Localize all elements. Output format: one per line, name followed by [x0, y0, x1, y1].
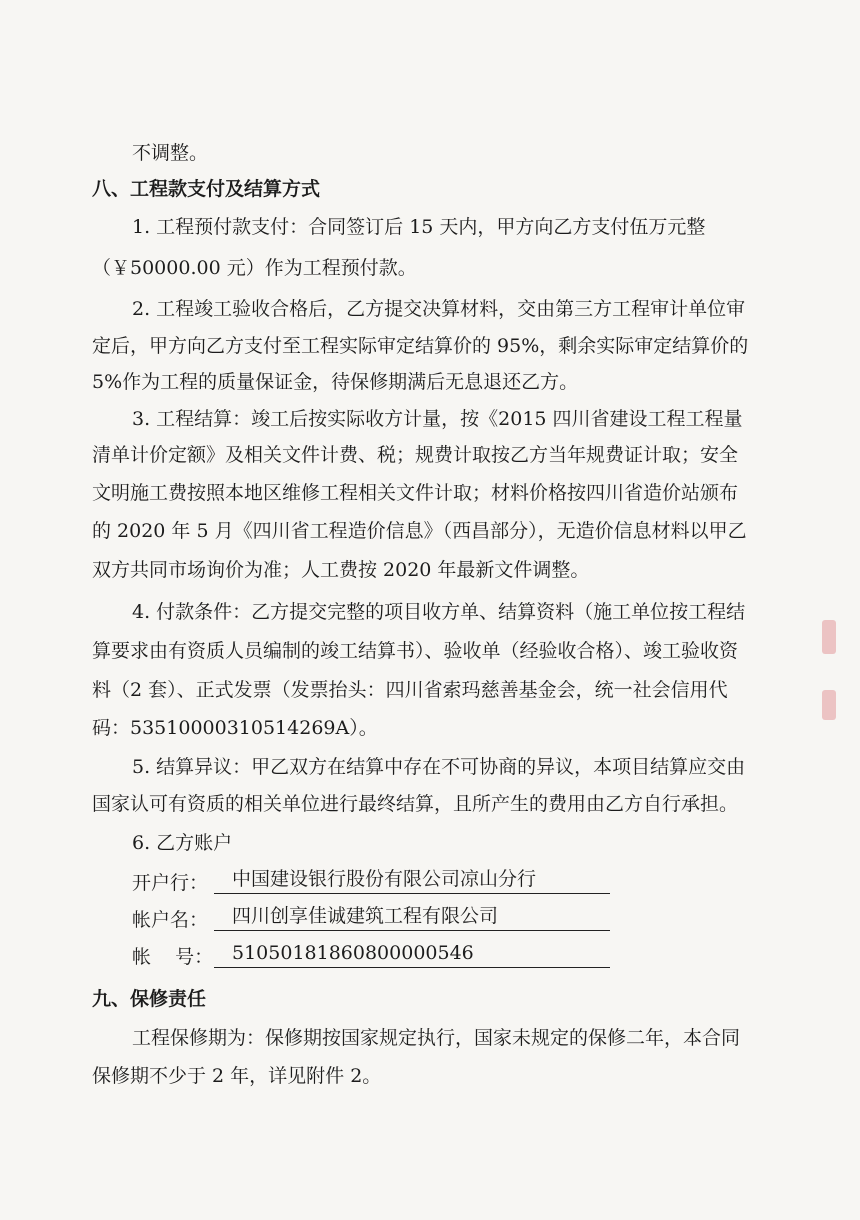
text-line: 1. 工程预付款支付：合同签订后 15 天内，甲方向乙方支付伍万元整 [132, 216, 706, 238]
text-line: 文明施工费按照本地区维修工程相关文件计取；材料价格按四川省造价站颁布 [92, 482, 739, 504]
text-line: 保修期不少于 2 年，详见附件 2。 [92, 1065, 382, 1087]
text-line: 料（2 套）、正式发票（发票抬头：四川省索玛慈善基金会，统一社会信用代 [92, 679, 728, 701]
seal-edge-mark [822, 690, 836, 720]
text-line: 国家认可有资质的相关单位进行最终结算，且所产生的费用由乙方自行承担。 [92, 793, 739, 815]
text-line: 的 2020 年 5 月《四川省工程造价信息》（西昌部分），无造价信息材料以甲乙 [92, 520, 747, 542]
text-line: 清单计价定额》及相关文件计费、税；规费计取按乙方当年规费证计取；安全 [92, 444, 739, 466]
account-number-label: 帐 号： [132, 946, 214, 968]
account-name-label: 帐户名： [132, 909, 209, 931]
text-line: 5. 结算异议：甲乙双方在结算中存在不可协商的异议，本项目结算应交由 [132, 756, 746, 778]
bank-value: 中国建设银行股份有限公司凉山分行 [214, 864, 610, 894]
text-line: 工程保修期为：保修期按国家规定执行，国家未规定的保修二年，本合同 [132, 1027, 741, 1049]
section-heading-8: 八、工程款支付及结算方式 [92, 178, 321, 200]
section-heading-9: 九、保修责任 [92, 988, 207, 1010]
account-name-value: 四川创享佳诚建筑工程有限公司 [214, 901, 610, 931]
text-line: 4. 付款条件：乙方提交完整的项目收方单、结算资料（施工单位按工程结 [132, 601, 746, 623]
text-line: 定后，甲方向乙方支付至工程实际审定结算价的 95%，剩余实际审定结算价的 [92, 335, 749, 357]
text-line: 算要求由有资质人员编制的竣工结算书）、验收单（经验收合格）、竣工验收资 [92, 640, 739, 662]
text-line: （￥50000.00 元）作为工程预付款。 [92, 257, 417, 279]
text-line: 不调整。 [132, 142, 209, 164]
account-number-value: 51050181860800000546 [214, 938, 610, 968]
text-line: 码：53510000310514269A）。 [92, 717, 378, 739]
text-line: 3. 工程结算：竣工后按实际收方计量，按《2015 四川省建设工程工程量 [132, 408, 743, 430]
seal-edge-mark [822, 620, 836, 654]
text-line: 2. 工程竣工验收合格后，乙方提交决算材料，交由第三方工程审计单位审 [132, 298, 746, 320]
bank-label: 开户行： [132, 872, 209, 894]
text-line: 6. 乙方账户 [132, 832, 233, 854]
text-line: 双方共同市场询价为准；人工费按 2020 年最新文件调整。 [92, 559, 590, 581]
text-line: 5%作为工程的质量保证金，待保修期满后无息退还乙方。 [92, 371, 579, 393]
